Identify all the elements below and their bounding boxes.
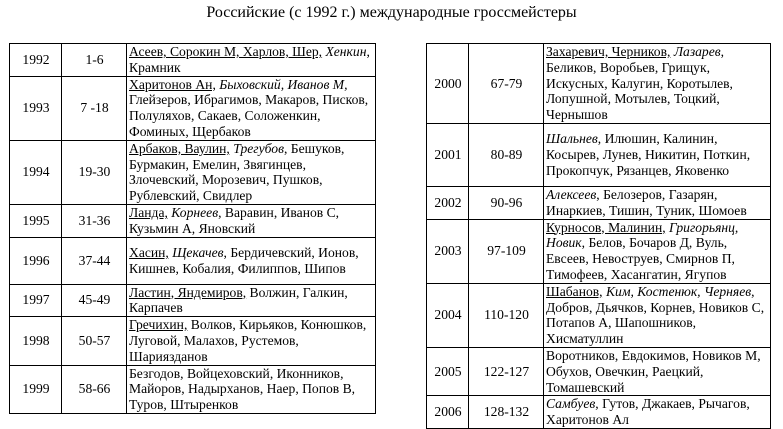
table-row — [10, 237, 376, 284]
names-cell — [544, 219, 771, 283]
number-range-cell: 110-120 — [469, 283, 544, 347]
name-segment: Ластин, Яндемиров, — [129, 284, 247, 300]
table-row — [427, 219, 771, 283]
year-cell: 1999 — [10, 365, 62, 413]
name-segment: , Добров, Дьячков, Корнев, Новиков С, Потапов А, Шапошников, Хисматуллин — [546, 283, 765, 347]
name-segment: Ким, Костенюк, Черняев — [606, 283, 752, 299]
name-segment: Григорьянц, Новик — [546, 219, 739, 251]
name-segment: Самбуев — [546, 396, 596, 412]
number-range-cell: 67-79 — [469, 44, 544, 124]
table-row — [427, 123, 771, 186]
name-segment: Безгодов, Войцеховский, Иконников, Майоров, Надырханов, Наер, Попов В, Туров, Штыренков — [129, 365, 356, 413]
name-segment: , Варавин, Иванов С, Кузьмин А, Яновский — [129, 204, 340, 236]
name-segment: Быховский, Иванов М, — [219, 76, 348, 92]
name-segment: , Гутов, Джакаев, Рычагов, Харитонов Ал — [546, 396, 750, 428]
number-range-cell: 90-96 — [469, 186, 544, 219]
names-cell — [127, 284, 376, 317]
number-range-cell: 50-57 — [62, 317, 127, 365]
name-segment: Алексеев — [546, 186, 597, 202]
year-cell: 2000 — [427, 44, 469, 124]
number-range-cell: 80-89 — [469, 123, 544, 186]
name-segment: , Белозеров, Газарян, Инаркиев, Тишин, Туник, Шомоев — [546, 186, 747, 218]
names-cell — [544, 44, 771, 124]
name-segment: , Илюшин, Калинин, Косырев, Лунев, Никитин, Поткин, Прокопчук, Рязанцев, Яковенко — [546, 131, 751, 178]
table-row — [427, 283, 771, 347]
number-range-cell: 58-66 — [62, 365, 127, 413]
number-range-cell: 128-132 — [469, 396, 544, 429]
year-cell: 1994 — [10, 140, 62, 204]
table-row — [10, 365, 376, 413]
table-row — [427, 347, 771, 395]
number-range-cell: 1-6 — [62, 44, 127, 77]
year-cell: 1997 — [10, 284, 62, 317]
name-segment: Волжин, Галкин, Карпачев — [129, 284, 348, 316]
name-segment: Курносов, Малинин, — [546, 219, 666, 235]
year-cell: 1998 — [10, 317, 62, 365]
name-segment: Хенкин — [325, 44, 367, 59]
name-segment: Корнеев — [171, 204, 219, 220]
table-right-body — [427, 44, 771, 429]
name-segment: Гречихин, — [129, 317, 188, 333]
grandmasters-table-right — [426, 43, 771, 429]
table-row — [427, 396, 771, 429]
names-cell — [544, 396, 771, 429]
year-cell: 1992 — [10, 44, 62, 77]
names-cell — [544, 123, 771, 186]
year-cell: 2002 — [427, 186, 469, 219]
names-cell — [544, 186, 771, 219]
number-range-cell: 122-127 — [469, 347, 544, 395]
name-segment: Воротников, Евдокимов, Новиков М, Обухов, Овечкин, Раецкий, Томашевский — [546, 347, 761, 395]
number-range-cell: 19-30 — [62, 140, 127, 204]
table-row — [10, 44, 376, 77]
name-segment: Глейзеров, Ибрагимов, Макаров, Писков, Полуляхов, Сакаев, Соложенкин, Фоминых, Щербаков — [129, 92, 369, 139]
name-segment: Лазарев — [673, 44, 721, 59]
name-segment: , Белов, Бочаров Д, Вуль, Евсеев, Невоструев, Смирнов П, Тимофеев, Хасангатин, Ягупов — [546, 235, 735, 282]
table-left-body — [10, 44, 376, 414]
names-cell — [127, 140, 376, 204]
table-row — [427, 186, 771, 219]
name-segment: , Беликов, Воробьев, Грищук, Искусных, Калугин, Коротылев, Лопушной, Мотылев, Тоцкий, Чернышов — [546, 44, 733, 123]
names-cell — [127, 317, 376, 365]
year-cell: 2006 — [427, 396, 469, 429]
year-cell: 2003 — [427, 219, 469, 283]
table-row — [10, 76, 376, 140]
name-segment: Шабанов, — [546, 283, 603, 299]
year-cell: 1993 — [10, 76, 62, 140]
name-segment: , Бердичевский, Ионов, Кишнев, Кобалия, Филиппов, Шипов — [129, 244, 359, 276]
year-cell: 1996 — [10, 237, 62, 284]
year-cell: 2004 — [427, 283, 469, 347]
table-row — [10, 284, 376, 317]
year-cell: 2001 — [427, 123, 469, 186]
name-segment: Щекачев — [172, 244, 224, 260]
name-segment: Волков, Кирьяков, Конюшков, Луговой, Малахов, Рустемов, Шариязданов — [129, 317, 367, 364]
name-segment: Харитонов Ан, — [129, 76, 216, 92]
name-segment: , Бешуков, Бурмакин, Емелин, Звягинцев, Злочевский, Морозевич, Пушков, Рублевский, Свидлер — [129, 140, 345, 204]
names-cell — [127, 365, 376, 413]
names-cell — [544, 283, 771, 347]
names-cell — [127, 204, 376, 237]
grandmasters-table-left — [9, 43, 376, 414]
name-segment: Ланда, — [129, 204, 168, 220]
number-range-cell: 97-109 — [469, 219, 544, 283]
year-cell: 2005 — [427, 347, 469, 395]
table-row — [10, 204, 376, 237]
name-segment: Шальнев — [546, 131, 598, 147]
name-segment: , Крамник — [129, 44, 370, 75]
name-segment: Хасин, — [129, 244, 169, 260]
name-segment: Захаревич, Черников, — [546, 44, 671, 59]
number-range-cell: 31-36 — [62, 204, 127, 237]
page-title: Российские (с 1992 г.) международные гроссмейстеры — [206, 4, 577, 21]
table-row — [10, 140, 376, 204]
name-segment: Арбаков, Ваулин, — [129, 140, 230, 156]
name-segment: Асеев, Сорокин М, Харлов, Шер, — [129, 44, 323, 59]
table-row — [427, 44, 771, 124]
table-row — [10, 317, 376, 365]
number-range-cell: 45-49 — [62, 284, 127, 317]
names-cell — [127, 76, 376, 140]
year-cell: 1995 — [10, 204, 62, 237]
number-range-cell: 7 -18 — [62, 76, 127, 140]
names-cell — [127, 237, 376, 284]
names-cell — [127, 44, 376, 77]
number-range-cell: 37-44 — [62, 237, 127, 284]
names-cell — [544, 347, 771, 395]
name-segment: Трегубов — [233, 140, 284, 156]
